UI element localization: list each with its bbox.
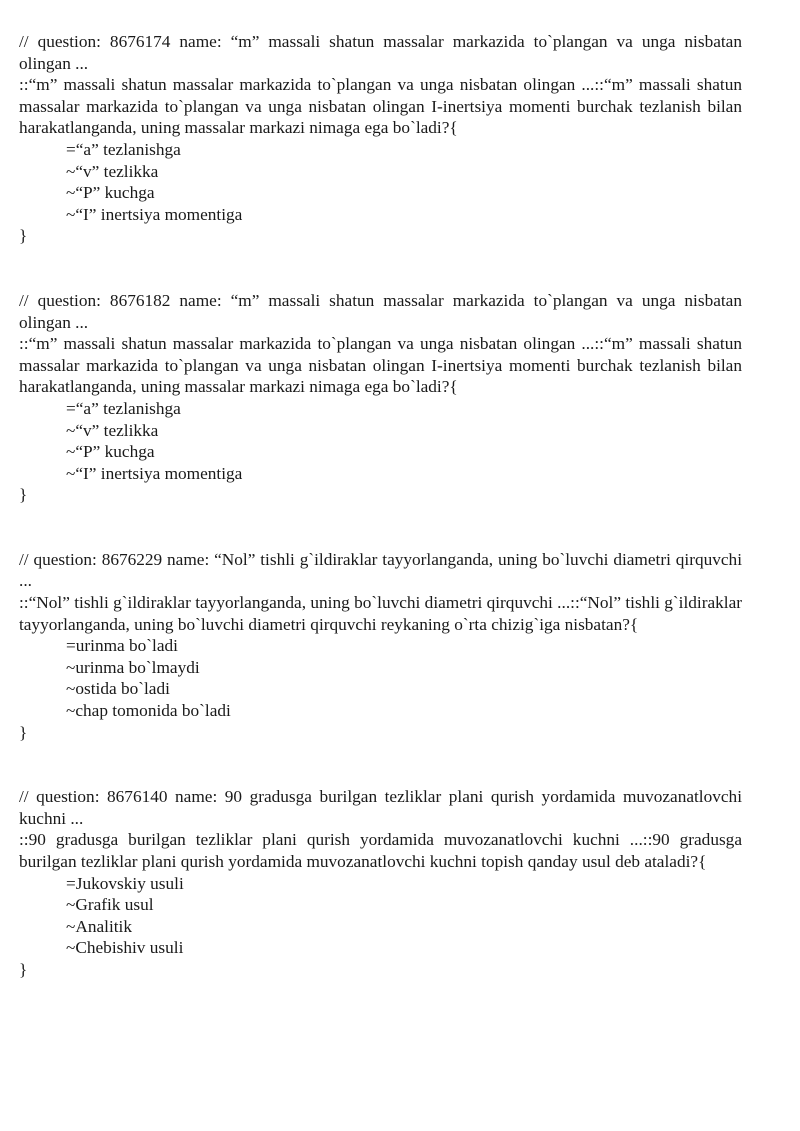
answer-list [19, 635, 742, 721]
question-block [19, 786, 742, 980]
question-body: ::“m” massali shatun massalar markazida to`plangan va unga nisbatan olingan ...::“m” massali shatun massalar markazida to`plangan va unga nisbatan olingan I-inertsiya momenti burchak tezlanish bilan harakatlanganda, uning massalar markazi nimaga ega bo`ladi?{ [19, 75, 742, 138]
answer-item: =“a” tezlanishga [66, 398, 181, 418]
question-header: // question: 8676229 name: “Nol” tishli g`ildiraklar tayyorlanganda, uning bo`luvchi diametri qirquvchi ... [19, 549, 742, 591]
answer-item: =urinma bo`ladi [66, 636, 178, 656]
answer-item: ~“v” tezlikka [66, 420, 159, 440]
answer-list [19, 139, 742, 225]
answer-list [19, 398, 742, 484]
closing-brace: } [19, 226, 28, 246]
answer-item: ~urinma bo`lmaydi [66, 657, 200, 677]
answer-item: ~“v” tezlikka [66, 161, 159, 181]
answer-item: ~“P” kuchga [66, 183, 155, 203]
answer-item: ~“P” kuchga [66, 442, 155, 462]
answer-item: ~“I” inertsiya momentiga [66, 463, 243, 483]
answer-item: ~ostida bo`ladi [66, 679, 170, 699]
answer-item: ~Analitik [66, 916, 132, 936]
question-header: // question: 8676182 name: “m” massali shatun massalar markazida to`plangan va unga nisbatan olingan ... [19, 290, 742, 332]
question-block [19, 549, 742, 743]
question-body: ::“Nol” tishli g`ildiraklar tayyorlanganda, uning bo`luvchi diametri qirquvchi ...::“Nol” tishli g`ildiraklar tayyorlanganda, uning bo`luvchi diametri qirquvchi reykaning o`rta chizig`iga nisbatan?{ [19, 593, 742, 634]
question-body: ::“m” massali shatun massalar markazida to`plangan va unga nisbatan olingan ...::“m” massali shatun massalar markazida to`plangan va unga nisbatan olingan I-inertsiya momenti burchak tezlanish bilan harakatlanganda, uning massalar markazi nimaga ega bo`ladi?{ [19, 334, 742, 397]
answer-item: =“a” tezlanishga [66, 139, 181, 159]
closing-brace: } [19, 959, 28, 979]
question-block [19, 290, 742, 506]
question-header: // question: 8676174 name: “m” massali shatun massalar markazida to`plangan va unga nisbatan olingan ... [19, 32, 742, 73]
answer-list [19, 873, 742, 959]
document-page [19, 31, 742, 981]
closing-brace: } [19, 722, 28, 742]
question-block [19, 31, 742, 247]
answer-item: ~“I” inertsiya momentiga [66, 204, 243, 224]
answer-item: ~chap tomonida bo`ladi [66, 701, 231, 721]
closing-brace: } [19, 485, 28, 505]
answer-item: ~Grafik usul [66, 895, 154, 915]
question-header: // question: 8676140 name: 90 gradusga burilgan tezliklar plani qurish yordamida muvozanatlovchi kuchni ... [19, 787, 742, 828]
question-body: ::90 gradusga burilgan tezliklar plani qurish yordamida muvozanatlovchi kuchni ...::90 gradusga burilgan tezliklar plani qurish yordamida muvozanatlovchi kuchni topish qanday usul deb ataladi?{ [19, 830, 742, 871]
answer-item: =Jukovskiy usuli [66, 873, 184, 893]
answer-item: ~Chebishiv usuli [66, 938, 184, 958]
